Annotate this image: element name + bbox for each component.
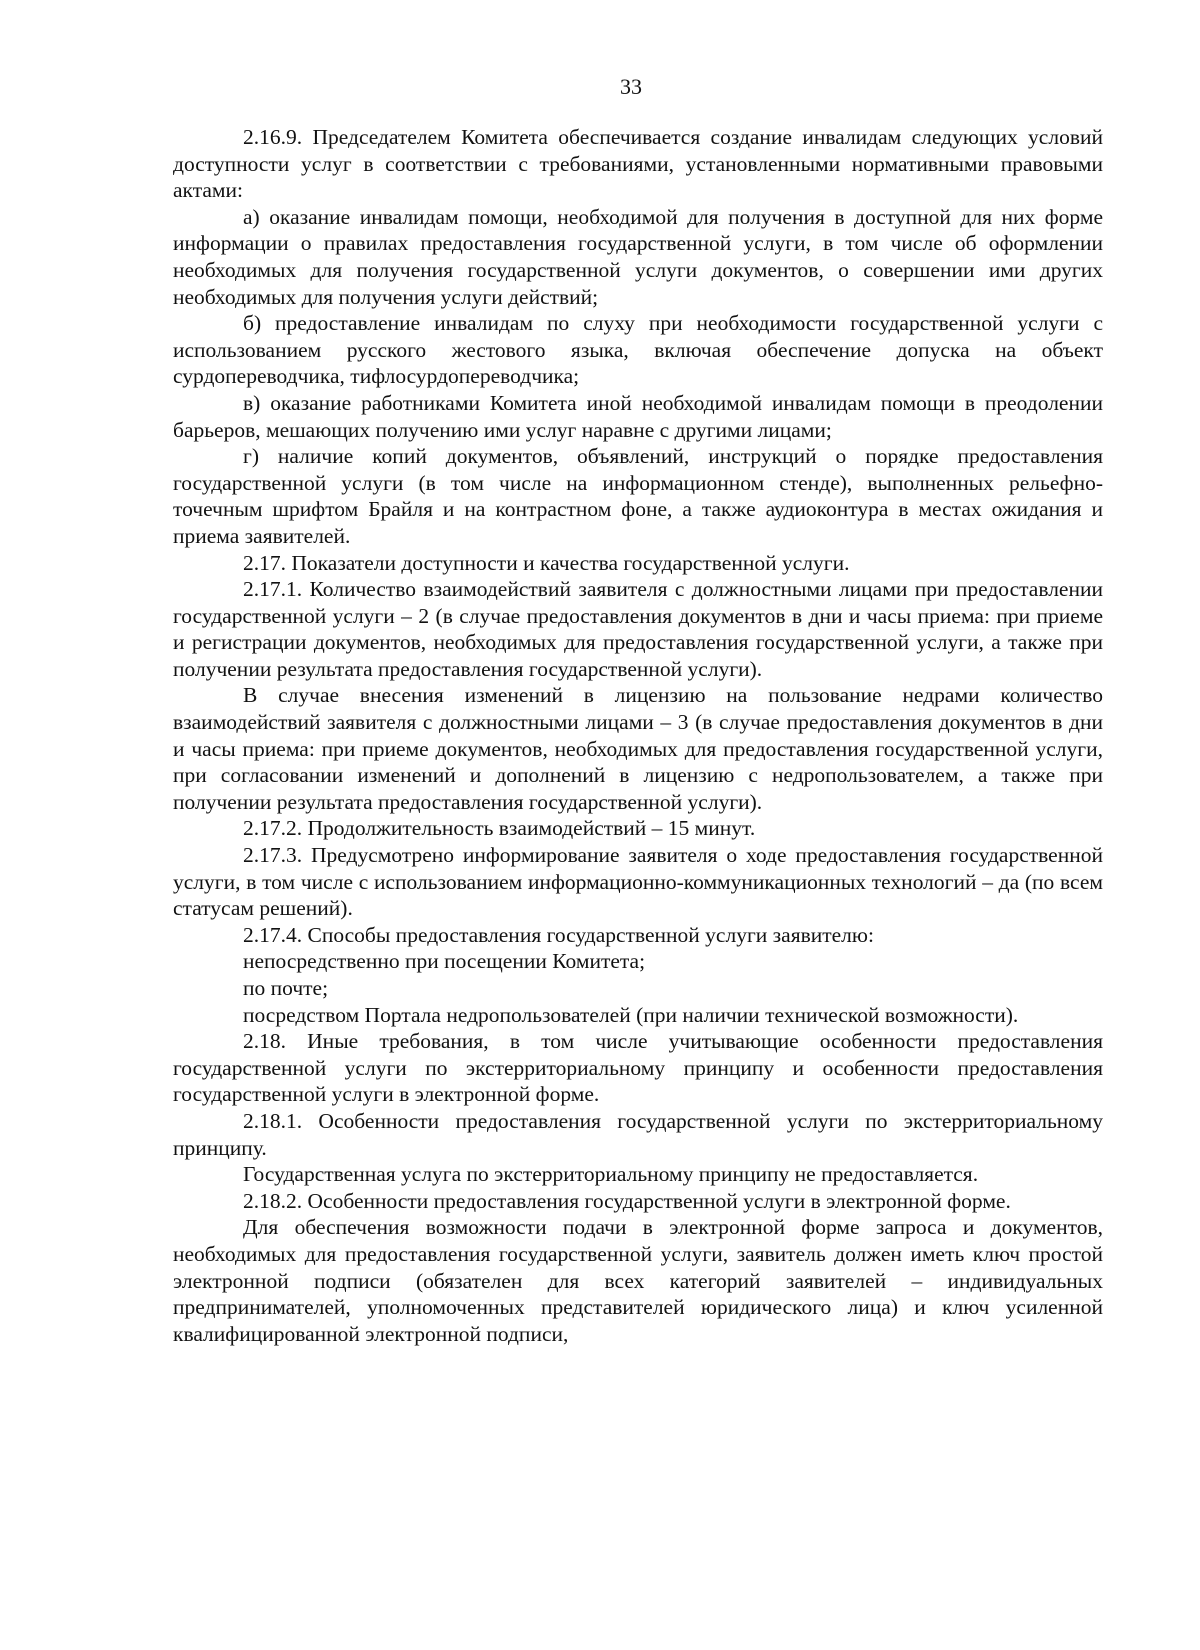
paragraph-2-17-3: 2.17.3. Предусмотрено информирование заявителя о ходе предоставления государственной услуги, в том числе с использованием информационно-коммуникационных технологий – да (по всем статусам решений).: [173, 843, 1103, 921]
paragraph-item-a: а) оказание инвалидам помощи, необходимой для получения в доступной для них форме информации о правилах предоставления государственной услуги, в том числе об оформлении необходимых для получения государственной услуги документов, о совершении ими других необходимых для получения услуги действий;: [173, 204, 1103, 309]
document-body: [173, 124, 1103, 1347]
paragraph-license-changes: В случае внесения изменений в лицензию на пользование недрами количество взаимодействий заявителя с должностными лицами – 3 (в случае предоставления документов в дни и часы приема: при приеме документов, необходимых для предоставления государственной услуги, при согласовании изменений и дополнений в лицензию с недропользователем, а также при получении результата предоставления государственной услуги).: [173, 683, 1103, 814]
paragraph-2-18: 2.18. Иные требования, в том числе учитывающие особенности предоставления государственной услуги по экстерриториальному принципу и особенности предоставления государственной услуги в электронной форме.: [173, 1029, 1103, 1107]
paragraph-item-g: г) наличие копий документов, объявлений, инструкций о порядке предоставления государственной услуги (в том числе на информационном стенде), выполненных рельефно-точечным шрифтом Брайля и на контрастном фоне, а также аудиоконтура в местах ожидания и приема заявителей.: [173, 444, 1103, 548]
paragraph-method-visit: непосредственно при посещении Комитета;: [243, 949, 646, 974]
paragraph-2-17-4: 2.17.4. Способы предоставления государственной услуги заявителю:: [243, 922, 874, 947]
paragraph-method-mail: по почте;: [243, 976, 329, 1000]
paragraph-2-17: 2.17. Показатели доступности и качества государственной услуги.: [243, 550, 850, 575]
paragraph-2-16-9: 2.16.9. Председателем Комитета обеспечивается создание инвалидам следующих условий доступности услуг в соответствии с требованиями, установленными нормативными правовыми актами:: [173, 125, 1103, 203]
paragraph-item-b: б) предоставление инвалидам по слуху при необходимости государственной услуги с использованием русского жестового языка, включая обеспечение допуска на объект сурдопереводчика, тифлосурдопереводчика;: [173, 311, 1103, 389]
paragraph-2-18-1: 2.18.1. Особенности предоставления государственной услуги по экстерриториальному принципу.: [173, 1108, 1103, 1160]
paragraph-2-17-1: 2.17.1. Количество взаимодействий заявителя с должностными лицами при предоставлении государственной услуги – 2 (в случае предоставления документов в дни и часы приема: при приеме и регистрации документов, необходимых для предоставления государственной услуги, а также при получении результата предоставления государственной услуги).: [173, 577, 1103, 681]
paragraph-2-18-2: 2.18.2. Особенности предоставления государственной услуги в электронной форме.: [243, 1188, 1011, 1213]
paragraph-item-v: в) оказание работниками Комитета иной необходимой инвалидам помощи в преодолении барьеров, мешающих получению ими услуг наравне с другими лицами;: [173, 390, 1103, 442]
paragraph-method-portal: посредством Портала недропользователей (при наличии технической возможности).: [243, 1002, 1019, 1027]
paragraph-not-provided: Государственная услуга по экстерриториальному принципу не предоставляется.: [243, 1162, 979, 1187]
page-number: 33: [620, 74, 642, 99]
paragraph-electronic-signature: Для обеспечения возможности подачи в электронной форме запроса и документов, необходимых для предоставления государственной услуги, заявитель должен иметь ключ простой электронной подписи (обязателен для всех категорий заявителей – индивидуальных предпринимателей, уполномоченных представителей юридического лица) и ключ усиленной квалифицированной электронной подписи,: [173, 1215, 1103, 1346]
paragraph-2-17-2: 2.17.2. Продолжительность взаимодействий – 15 минут.: [243, 816, 756, 841]
